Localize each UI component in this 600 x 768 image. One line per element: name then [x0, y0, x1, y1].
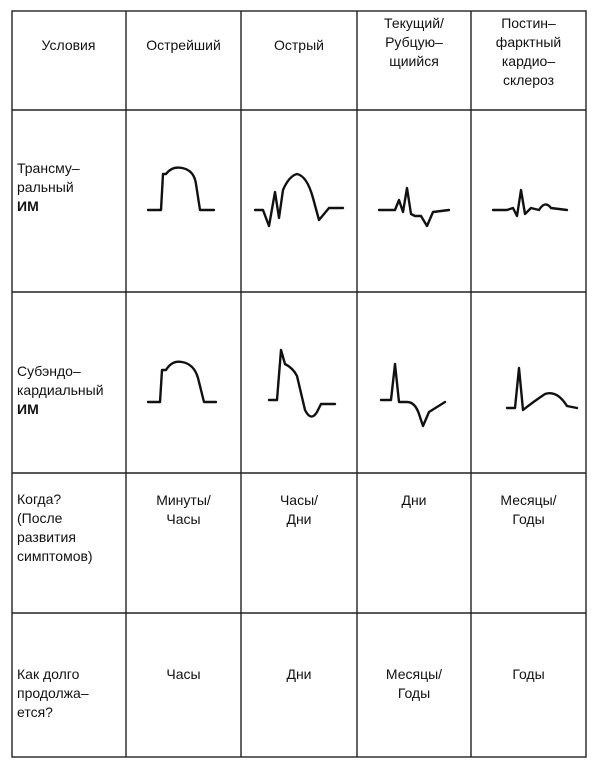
cell-line: Месяцы/ — [500, 492, 557, 508]
row-label-line: продолжа– — [17, 685, 89, 701]
when-hyperacute — [126, 491, 241, 529]
duration-chronic — [471, 665, 586, 684]
row-label-transmural — [17, 159, 125, 216]
row-label-line: (После — [17, 510, 63, 526]
header-conditions-text: Условия — [41, 37, 96, 53]
row-label-line: Трансму– — [17, 160, 80, 176]
ecg-q-wave-st-elevation-icon — [241, 150, 357, 240]
header-acute — [241, 36, 357, 55]
row-label-when — [17, 490, 125, 566]
ecg-st-elevation-icon — [126, 336, 241, 436]
row-label-line: симптомов) — [17, 548, 93, 564]
header-hyperacute-text: Острейший — [146, 37, 221, 53]
when-acute — [241, 491, 357, 529]
cell-line: Годы — [512, 666, 545, 682]
header-chronic-line: склероз — [502, 72, 555, 88]
header-chronic-line: фарктный — [495, 34, 562, 50]
row-label-abbr: ИМ — [17, 401, 39, 417]
header-evolving-line: Рубцую– — [385, 34, 443, 50]
duration-hyperacute — [126, 665, 241, 684]
row-label-line: развития — [17, 529, 76, 545]
header-acute-text: Острый — [274, 37, 324, 53]
ecg-r-wave-st-depression-icon — [241, 336, 357, 436]
cell-line: Дни — [286, 511, 312, 527]
cell-line: Годы — [512, 511, 545, 527]
row-label-subendocardial — [17, 362, 125, 419]
header-conditions — [11, 36, 126, 55]
duration-acute — [241, 665, 357, 684]
header-evolving-line: Текущий/ — [384, 15, 444, 31]
ecg-tombstone-st-elevation-icon — [126, 150, 241, 240]
cell-line: Месяцы/ — [385, 666, 443, 682]
header-hyperacute — [126, 36, 241, 55]
row-label-line: Как долго — [17, 666, 80, 682]
row-label-abbr: ИМ — [17, 198, 39, 214]
cell-line: Минуты/ — [156, 492, 211, 508]
cell-line: Часы — [166, 511, 201, 527]
row-label-line: Когда? — [17, 491, 62, 507]
header-chronic-line: кардио– — [501, 53, 556, 69]
ecg-r-wave-inverted-t-icon — [357, 336, 471, 436]
header-evolving-line: щиийся — [389, 53, 439, 69]
row-label-line: ральный — [17, 179, 74, 195]
ecg-q-wave-inverted-t-icon — [357, 150, 471, 240]
cell-line: Часы — [166, 666, 201, 682]
when-chronic — [471, 491, 586, 529]
header-chronic-line: Постин– — [501, 15, 556, 31]
ecg-q-wave-small-t-icon — [471, 150, 586, 240]
ecg-stages-table — [11, 10, 587, 758]
cell-line: Часы/ — [279, 492, 319, 508]
when-evolving — [357, 491, 471, 510]
cell-line: Годы — [397, 685, 431, 701]
cell-line: Дни — [286, 666, 312, 682]
row-label-line: кардиальный — [17, 382, 104, 398]
duration-evolving — [357, 665, 471, 703]
row-label-duration — [17, 665, 125, 722]
ecg-r-wave-normal-t-icon — [471, 336, 586, 436]
row-label-line: Субэндо– — [17, 363, 81, 379]
cell-line: Дни — [401, 492, 427, 508]
header-evolving — [357, 14, 471, 71]
header-chronic — [471, 14, 586, 90]
row-label-line: ется? — [17, 704, 53, 720]
